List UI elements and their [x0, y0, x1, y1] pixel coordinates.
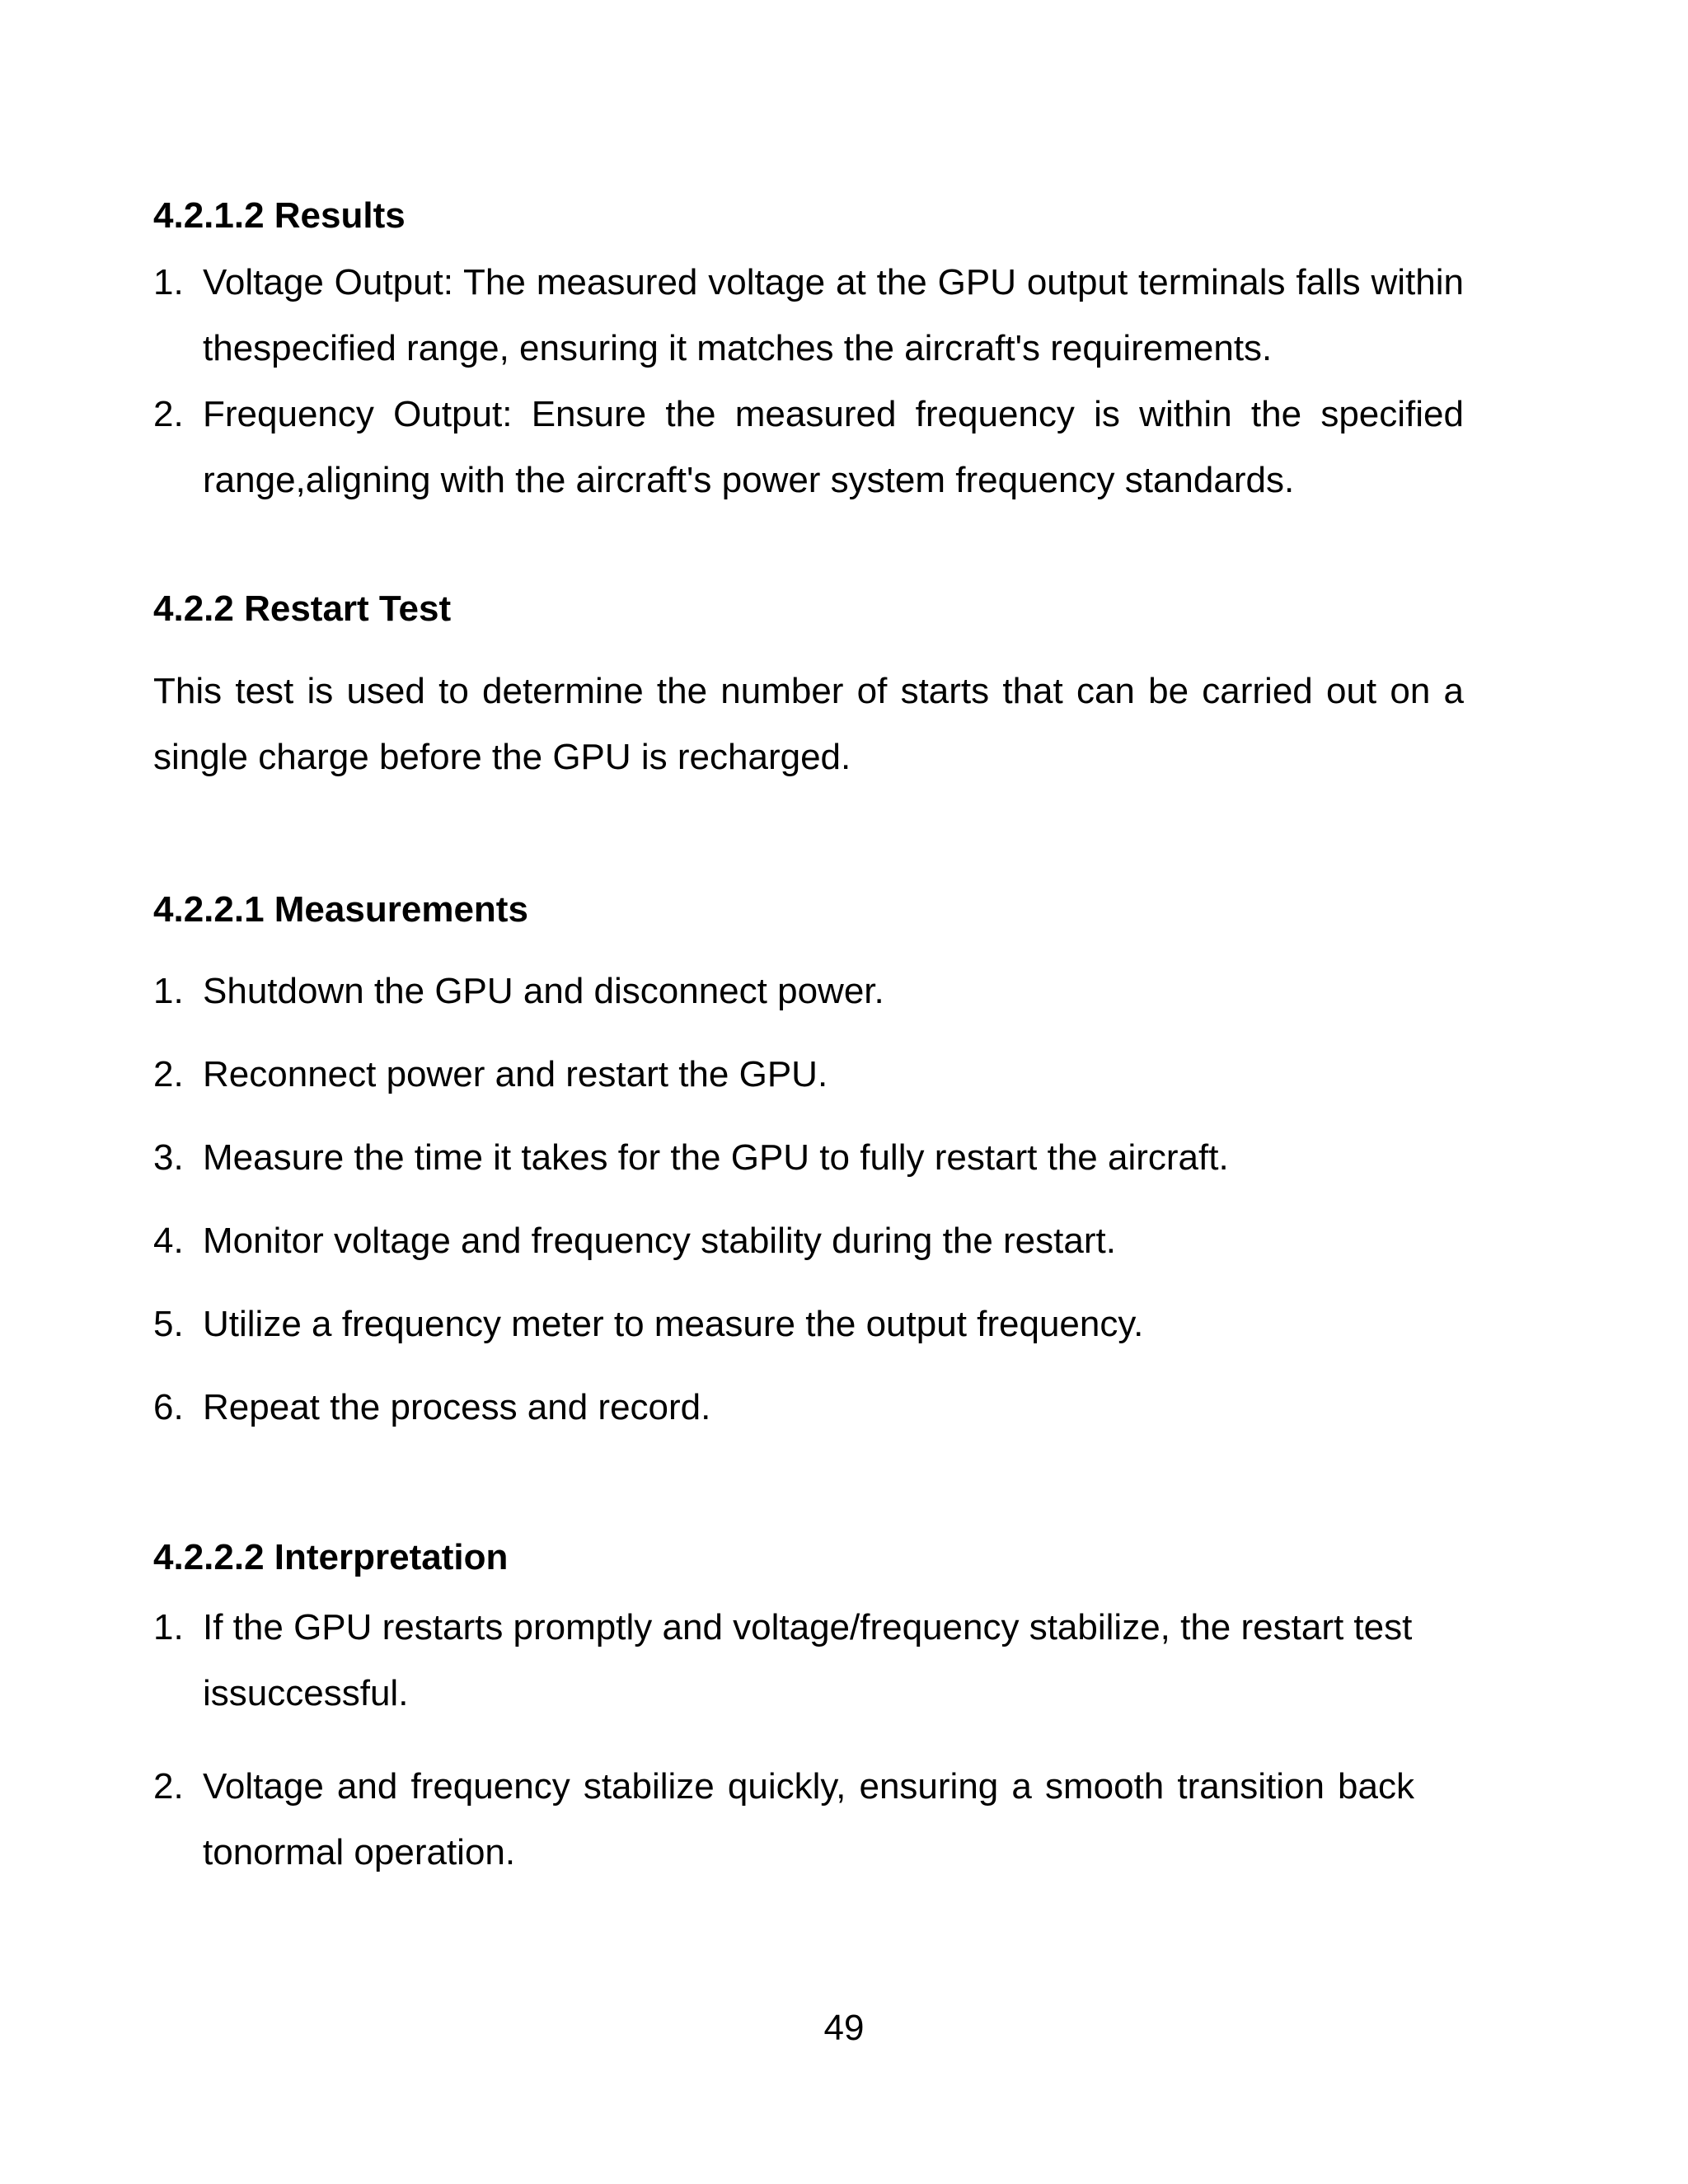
- list-item-text: If the GPU restarts promptly and voltage/frequency stabilize, the restart test issuccessful.: [203, 1607, 1413, 1713]
- list-number: 5.: [153, 1304, 184, 1344]
- measurements-item-2: [153, 1042, 1464, 1108]
- list-item-text: Frequency Output: Ensure the measured frequency is within the specified range,aligning with the aircraft's power system frequency standards.: [203, 394, 1464, 500]
- section-heading-restart-test: 4.2.2 Restart Test: [153, 588, 452, 629]
- list-number: 4.: [153, 1221, 184, 1261]
- results-item-2: [153, 382, 1464, 513]
- list-number: 6.: [153, 1387, 184, 1427]
- list-number: 2.: [153, 1766, 184, 1807]
- list-number: 2.: [153, 1054, 184, 1094]
- results-item-1: [153, 250, 1464, 382]
- measurements-item-1: [153, 958, 1464, 1024]
- list-item-text: Reconnect power and restart the GPU.: [203, 1054, 828, 1094]
- measurements-item-4: [153, 1208, 1464, 1274]
- measurements-item-3: [153, 1125, 1464, 1191]
- page-number: 49: [823, 2008, 865, 2048]
- list-number: 3.: [153, 1137, 184, 1178]
- list-item-text: Repeat the process and record.: [203, 1387, 711, 1427]
- list-number: 1.: [153, 971, 184, 1011]
- list-item-text: Voltage and frequency stabilize quickly, ensuring a smooth transition back tonormal operation.: [203, 1766, 1414, 1872]
- restart-test-paragraph: This test is used to determine the number of starts that can be carried out on a single charge before the GPU is recharged.: [153, 671, 1464, 777]
- list-item-text: Measure the time it takes for the GPU to fully restart the aircraft.: [203, 1137, 1229, 1178]
- measurements-item-5: [153, 1291, 1464, 1357]
- section-heading-interpretation: 4.2.2.2 Interpretation: [153, 1537, 509, 1577]
- section-heading-results: 4.2.1.2 Results: [153, 195, 406, 236]
- list-item-text: Monitor voltage and frequency stability during the restart.: [203, 1221, 1116, 1261]
- list-item-text: Shutdown the GPU and disconnect power.: [203, 971, 884, 1011]
- measurements-item-6: [153, 1375, 1464, 1441]
- interpretation-item-2: [153, 1754, 1414, 1886]
- list-number: 2.: [153, 394, 184, 434]
- list-number: 1.: [153, 262, 184, 302]
- list-number: 1.: [153, 1607, 184, 1647]
- list-item-text: Voltage Output: The measured voltage at the GPU output terminals falls within thespecified range, ensuring it matches the aircraft's requirements.: [203, 262, 1464, 368]
- list-item-text: Utilize a frequency meter to measure the output frequency.: [203, 1304, 1144, 1344]
- section-heading-measurements: 4.2.2.1 Measurements: [153, 889, 528, 930]
- interpretation-item-1: [153, 1595, 1464, 1727]
